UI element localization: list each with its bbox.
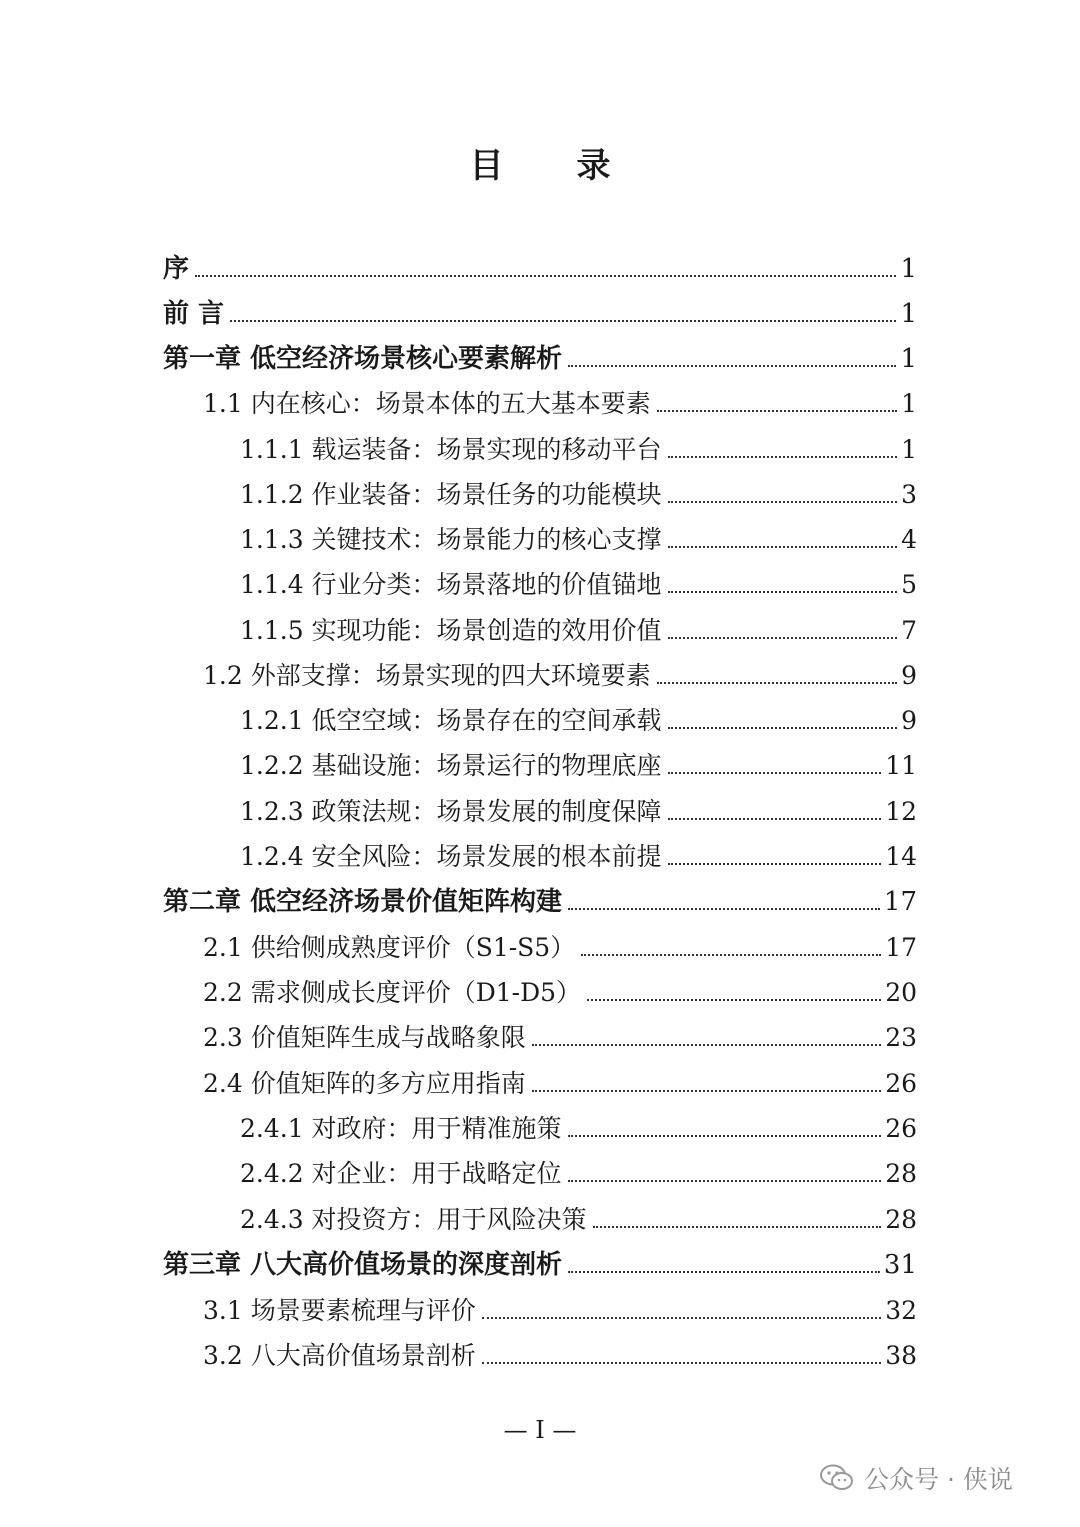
- toc-entry-title: 3.2 八大高价值场景剖析: [203, 1341, 476, 1370]
- page-title: 目 录: [469, 146, 642, 186]
- toc-leader-dots: [587, 999, 881, 1001]
- toc-entry-title: 2.1 供给侧成熟度评价（S1-S5）: [203, 933, 576, 962]
- toc-entry-title: 1.1.4 行业分类：场景落地的价值锚地: [240, 570, 662, 599]
- toc-leader-dots: [593, 1226, 882, 1228]
- toc-leader-dots: [668, 546, 898, 548]
- toc-entry: [240, 511, 917, 556]
- toc-entry-title: 2.4.3 对投资方：用于风险决策: [240, 1205, 587, 1234]
- toc-entry-page-number: 28: [885, 1205, 917, 1234]
- toc-entry: [240, 602, 917, 647]
- toc-entry: [240, 783, 917, 828]
- toc-leader-dots: [532, 1090, 881, 1092]
- toc-entry: [203, 375, 917, 420]
- toc-entry-page-number: 14: [885, 842, 917, 871]
- toc-entry-title: 1.1.5 实现功能：场景创造的效用价值: [240, 616, 662, 645]
- toc-entry-title: 1.1.3 关键技术：场景能力的核心支撑: [240, 525, 662, 554]
- toc-entry-page-number: 3: [901, 480, 917, 509]
- toc-entry-page-number: 38: [885, 1341, 917, 1370]
- toc-leader-dots: [657, 682, 897, 684]
- toc-leader-dots: [668, 818, 882, 820]
- toc-entry: [240, 1145, 917, 1190]
- toc-entry: [240, 692, 917, 737]
- toc-entry-page-number: 5: [901, 570, 917, 599]
- toc-entry-title: 1.2.4 安全风险：场景发展的根本前提: [240, 842, 662, 871]
- toc-entry-page-number: 1: [900, 254, 917, 284]
- toc-entry-title: 第三章 八大高价值场景的深度剖析: [163, 1250, 563, 1280]
- toc-entry-title: 1.2.2 基础设施：场景运行的物理底座: [240, 751, 662, 780]
- toc-leader-dots: [668, 456, 898, 458]
- toc-entry-title: 2.2 需求侧成长度评价（D1-D5）: [203, 978, 582, 1007]
- toc-entry-title: 2.4.2 对企业：用于战略定位: [240, 1159, 562, 1188]
- toc-leader-dots: [668, 727, 898, 729]
- toc-entry: [203, 1009, 917, 1054]
- toc-leader-dots: [668, 863, 882, 865]
- page-number-footer: — I —: [503, 1416, 577, 1444]
- toc-entry-title: 1.1.2 作业装备：场景任务的功能模块: [240, 480, 662, 509]
- toc-entry-title: 前 言: [163, 299, 225, 329]
- toc-entry-page-number: 17: [883, 887, 917, 917]
- toc-entry-page-number: 32: [885, 1296, 917, 1325]
- toc-entry-title: 3.1 场景要素梳理与评价: [203, 1296, 476, 1325]
- toc-entry-page-number: 9: [901, 706, 917, 735]
- toc-entry: [163, 285, 917, 330]
- toc-leader-dots: [532, 1044, 881, 1046]
- toc-entry-title: 2.4.1 对政府：用于精准施策: [240, 1114, 562, 1143]
- toc-entry-page-number: 31: [883, 1250, 917, 1280]
- toc-entry-title: 1.1.1 载运装备：场景实现的移动平台: [240, 435, 662, 464]
- toc-entry: [203, 1282, 917, 1327]
- toc-entry: [163, 1236, 917, 1281]
- toc-entry-title: 1.2.1 低空空域：场景存在的空间承载: [240, 706, 662, 735]
- toc-entry-page-number: 17: [885, 933, 917, 962]
- toc-entry-title: 第二章 低空经济场景价值矩阵构建: [163, 887, 563, 917]
- toc-leader-dots: [568, 365, 896, 367]
- toc-entry: [240, 421, 917, 466]
- toc-entry-page-number: 11: [885, 751, 917, 780]
- toc-entry: [203, 647, 917, 692]
- toc-entry-page-number: 28: [885, 1159, 917, 1188]
- toc-leader-dots: [482, 1362, 881, 1364]
- toc-entry-page-number: 26: [885, 1114, 917, 1143]
- toc-entry: [203, 1055, 917, 1100]
- toc-entry-title: 2.3 价值矩阵生成与战略象限: [203, 1023, 526, 1052]
- toc-entry: [163, 330, 917, 375]
- toc-entry: [203, 919, 917, 964]
- toc-entry-page-number: 20: [885, 978, 917, 1007]
- toc-entry-page-number: 12: [885, 797, 917, 826]
- toc-entry-page-number: 9: [901, 661, 917, 690]
- toc-entry-title: 第一章 低空经济场景核心要素解析: [163, 344, 563, 374]
- toc-leader-dots: [668, 591, 898, 593]
- toc-leader-dots: [668, 501, 898, 503]
- toc-entry: [163, 240, 917, 285]
- toc-entry: [240, 556, 917, 601]
- toc-entry-title: 序: [163, 254, 190, 284]
- toc-entry-page-number: 7: [901, 616, 917, 645]
- toc-entry-title: 2.4 价值矩阵的多方应用指南: [203, 1069, 526, 1098]
- toc-entry: [240, 1191, 917, 1236]
- toc-entry: [240, 466, 917, 511]
- toc-entry: [203, 1327, 917, 1372]
- toc-leader-dots: [657, 410, 897, 412]
- toc-leader-dots: [668, 772, 882, 774]
- toc-leader-dots: [568, 1135, 882, 1137]
- toc-entry-page-number: 1: [900, 344, 917, 374]
- toc-entry: [203, 964, 917, 1009]
- toc-entry-page-number: 23: [885, 1023, 917, 1052]
- toc-entry-title: 1.2 外部支撑：场景实现的四大环境要素: [203, 661, 651, 690]
- toc-entry-page-number: 1: [901, 389, 917, 418]
- toc-leader-dots: [482, 1317, 881, 1319]
- wechat-icon: [820, 1464, 854, 1492]
- toc-entry-page-number: 26: [885, 1069, 917, 1098]
- toc-leader-dots: [568, 908, 880, 910]
- toc-leader-dots: [568, 1271, 880, 1273]
- toc-entry-title: 1.1 内在核心：场景本体的五大基本要素: [203, 389, 651, 418]
- toc-entry: [240, 828, 917, 873]
- toc-leader-dots: [195, 275, 896, 277]
- toc-entry-page-number: 1: [901, 435, 917, 464]
- toc-entry-page-number: 4: [901, 525, 917, 554]
- toc-entry-title: 1.2.3 政策法规：场景发展的制度保障: [240, 797, 662, 826]
- toc-entry-page-number: 1: [900, 299, 917, 329]
- toc-entry: [240, 737, 917, 782]
- toc-leader-dots: [581, 954, 881, 956]
- toc-leader-dots: [230, 320, 896, 322]
- toc-entry: [240, 1100, 917, 1145]
- toc-entry: [163, 873, 917, 918]
- toc-leader-dots: [668, 637, 898, 639]
- watermark-text: 公众号 · 侠说: [864, 1465, 1013, 1494]
- watermark: [820, 1458, 1013, 1498]
- toc-leader-dots: [568, 1180, 882, 1182]
